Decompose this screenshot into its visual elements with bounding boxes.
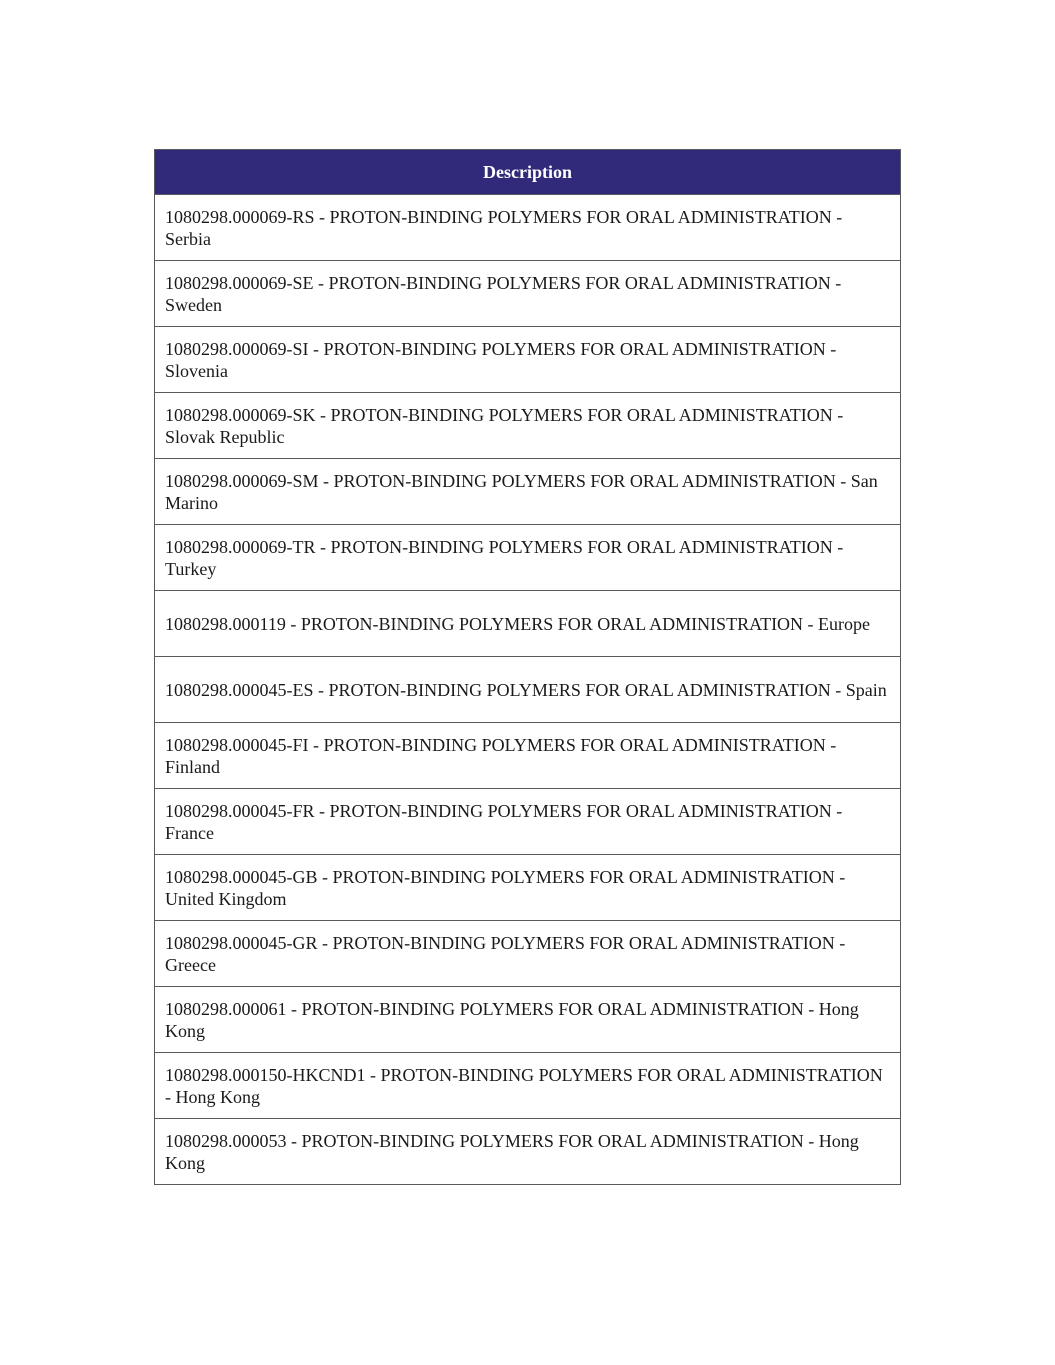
description-text: 1080298.000150-HKCND1 - PROTON-BINDING POLYMERS FOR ORAL ADMINISTRATION - Hong Kong (165, 1064, 883, 1107)
description-cell (155, 525, 901, 591)
description-text: 1080298.000045-GR - PROTON-BINDING POLYMERS FOR ORAL ADMINISTRATION - Greece (165, 932, 846, 975)
description-text: 1080298.000045-ES - PROTON-BINDING POLYMERS FOR ORAL ADMINISTRATION - Spain (165, 679, 887, 700)
table-row (155, 327, 901, 393)
description-cell (155, 327, 901, 393)
table-row (155, 987, 901, 1053)
description-cell (155, 789, 901, 855)
table-row (155, 525, 901, 591)
description-cell (155, 393, 901, 459)
description-cell (155, 921, 901, 987)
description-text: 1080298.000119 - PROTON-BINDING POLYMERS FOR ORAL ADMINISTRATION - Europe (165, 613, 871, 634)
description-cell (155, 723, 901, 789)
table-row (155, 855, 901, 921)
description-text: 1080298.000069-SM - PROTON-BINDING POLYMERS FOR ORAL ADMINISTRATION - San Marino (165, 470, 878, 513)
description-text: 1080298.000069-SE - PROTON-BINDING POLYMERS FOR ORAL ADMINISTRATION - Sweden (165, 272, 842, 315)
description-text: 1080298.000061 - PROTON-BINDING POLYMERS FOR ORAL ADMINISTRATION - Hong Kong (165, 998, 859, 1041)
description-text: 1080298.000045-GB - PROTON-BINDING POLYMERS FOR ORAL ADMINISTRATION - United Kingdom (165, 866, 846, 909)
table-row (155, 591, 901, 657)
table-row (155, 195, 901, 261)
table-row (155, 261, 901, 327)
description-cell (155, 261, 901, 327)
description-text: 1080298.000045-FI - PROTON-BINDING POLYMERS FOR ORAL ADMINISTRATION - Finland (165, 734, 837, 777)
description-text: 1080298.000053 - PROTON-BINDING POLYMERS FOR ORAL ADMINISTRATION - Hong Kong (165, 1130, 859, 1173)
table-row (155, 789, 901, 855)
description-table (154, 149, 901, 1185)
table-row (155, 393, 901, 459)
table-row (155, 657, 901, 723)
table-row (155, 1053, 901, 1119)
description-cell (155, 459, 901, 525)
table-row (155, 723, 901, 789)
description-cell (155, 1119, 901, 1185)
description-text: 1080298.000069-SK - PROTON-BINDING POLYMERS FOR ORAL ADMINISTRATION - Slovak Republic (165, 404, 844, 447)
table-row (155, 921, 901, 987)
description-text: 1080298.000069-TR - PROTON-BINDING POLYMERS FOR ORAL ADMINISTRATION - Turkey (165, 536, 844, 579)
description-cell (155, 591, 901, 657)
description-text: 1080298.000069-RS - PROTON-BINDING POLYMERS FOR ORAL ADMINISTRATION - Serbia (165, 206, 843, 249)
description-cell (155, 1053, 901, 1119)
description-text: 1080298.000045-FR - PROTON-BINDING POLYMERS FOR ORAL ADMINISTRATION - France (165, 800, 843, 843)
description-cell (155, 657, 901, 723)
description-cell (155, 855, 901, 921)
description-column-header: Description (155, 150, 901, 195)
table-row (155, 459, 901, 525)
table-row (155, 1119, 901, 1185)
description-cell (155, 195, 901, 261)
description-text: 1080298.000069-SI - PROTON-BINDING POLYMERS FOR ORAL ADMINISTRATION - Slovenia (165, 338, 837, 381)
table-header-row (155, 150, 901, 195)
description-cell (155, 987, 901, 1053)
